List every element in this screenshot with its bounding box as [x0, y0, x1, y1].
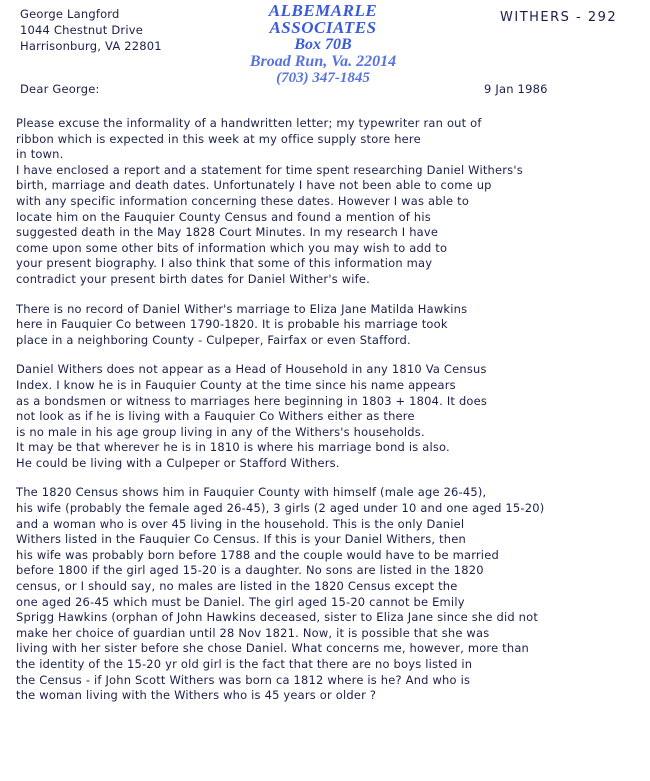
sender-name: George Langford: [20, 7, 120, 21]
handwritten-line: It may be that wherever he is in 1810 is where his marriage bond is also.: [16, 440, 450, 455]
handwritten-line: Daniel Withers does not appear as a Head of Household in any 1810 Va Census: [16, 362, 487, 377]
handwritten-line: He could be living with a Culpeper or Stafford Withers.: [16, 455, 340, 470]
stamp-box: Box 70B: [294, 36, 352, 53]
handwritten-line: the Census - if John Scott Withers was born ca 1812 where is he? And who is: [16, 672, 471, 687]
handwritten-line: not look as if he is living with a Fauquier Co Withers either as there: [16, 409, 415, 424]
handwritten-line: locate him on the Fauquier County Census and found a mention of his: [16, 209, 431, 224]
salutation: Dear George:: [20, 82, 100, 96]
handwritten-line: living with her sister before she chose Daniel. What concerns me, however, more than: [16, 641, 530, 656]
handwritten-line: The 1820 Census shows him in Fauquier County with himself (male age 26-45),: [16, 485, 487, 500]
handwritten-line: contradict your present birth dates for Daniel Wither's wife.: [16, 271, 371, 286]
handwritten-line: I have enclosed a report and a statement for time spent researching Daniel Withers's: [16, 162, 523, 177]
handwritten-line: and a woman who is over 45 living in the household. This is the only Daniel: [16, 516, 465, 531]
handwritten-line: is no male in his age group living in any of the Withers's households.: [16, 424, 425, 439]
handwritten-line: Withers listed in the Fauquier Co Census. If this is your Daniel Withers, then: [16, 532, 466, 547]
sender-city: Harrisonburg, VA 22801: [20, 39, 162, 53]
file-reference: WITHERS - 292: [500, 10, 618, 25]
handwritten-line: his wife was probably born before 1788 and the couple would have to be married: [16, 547, 499, 562]
company-stamp: [218, 2, 428, 87]
stamp-town: Broad Run, Va. 22014: [249, 53, 397, 70]
stamp-company: ALBEMARLE ASSOCIATES: [268, 1, 378, 37]
handwritten-line: Sprigg Hawkins (orphan of John Hawkins deceased, sister to Eliza Jane since she did not: [16, 610, 539, 625]
sender-street: 1044 Chestnut Drive: [20, 23, 144, 37]
handwritten-line: in town.: [16, 147, 64, 162]
handwritten-line: ribbon which is expected in this week at my office supply store here: [16, 131, 421, 146]
letter-body: [16, 116, 644, 718]
handwritten-line: make her choice of guardian until 28 Nov 1821. Now, it is possible that she was: [16, 625, 490, 640]
handwritten-line: come upon some other bits of information which you may wish to add to: [16, 240, 448, 255]
handwritten-line: one aged 26-45 which must be Daniel. The girl aged 15-20 cannot be Emily: [16, 594, 465, 609]
handwritten-line: here in Fauquier Co between 1790-1820. It is probable his marriage took: [16, 317, 448, 332]
handwritten-line: as a bondsmen or witness to marriages here beginning in 1803 + 1804. It does: [16, 393, 488, 408]
handwritten-line: his wife (probably the female aged 26-45), 3 girls (2 aged under 10 and one aged 15-20): [16, 501, 545, 516]
handwritten-line: place in a neighboring County - Culpeper, Fairfax or even Stafford.: [16, 332, 411, 347]
paragraph: [16, 362, 644, 471]
handwritten-line: before 1800 if the girl aged 15-20 is a daughter. No sons are listed in the 1820: [16, 563, 484, 578]
handwritten-line: suggested death in the May 1828 Court Minutes. In my research I have: [16, 225, 439, 240]
handwritten-line: your present biography. I also think that some of this information may: [16, 256, 433, 271]
letter-date: 9 Jan 1986: [484, 82, 548, 96]
paragraph: [16, 116, 644, 288]
handwritten-line: Please excuse the informality of a handwritten letter; my typewriter ran out of: [16, 116, 482, 130]
stamp-phone: (703) 347-1845: [276, 70, 370, 86]
handwritten-line: birth, marriage and death dates. Unfortunately I have not been able to come up: [16, 178, 492, 193]
handwritten-line: with any specific information concerning these dates. However I was able to: [16, 193, 470, 208]
sender-address: [20, 6, 162, 54]
handwritten-line: There is no record of Daniel Wither's marriage to Eliza Jane Matilda Hawkins: [16, 301, 468, 316]
paragraph: [16, 302, 644, 349]
paragraph: [16, 485, 644, 703]
handwritten-line: Index. I know he is in Fauquier County at the time since his name appears: [16, 377, 456, 392]
handwritten-line: census, or I should say, no males are listed in the 1820 Census except the: [16, 579, 458, 594]
handwritten-line: the woman living with the Withers who is 45 years or older ?: [16, 688, 377, 703]
handwritten-line: the identity of the 15-20 yr old girl is the fact that there are no boys listed in: [16, 657, 473, 671]
